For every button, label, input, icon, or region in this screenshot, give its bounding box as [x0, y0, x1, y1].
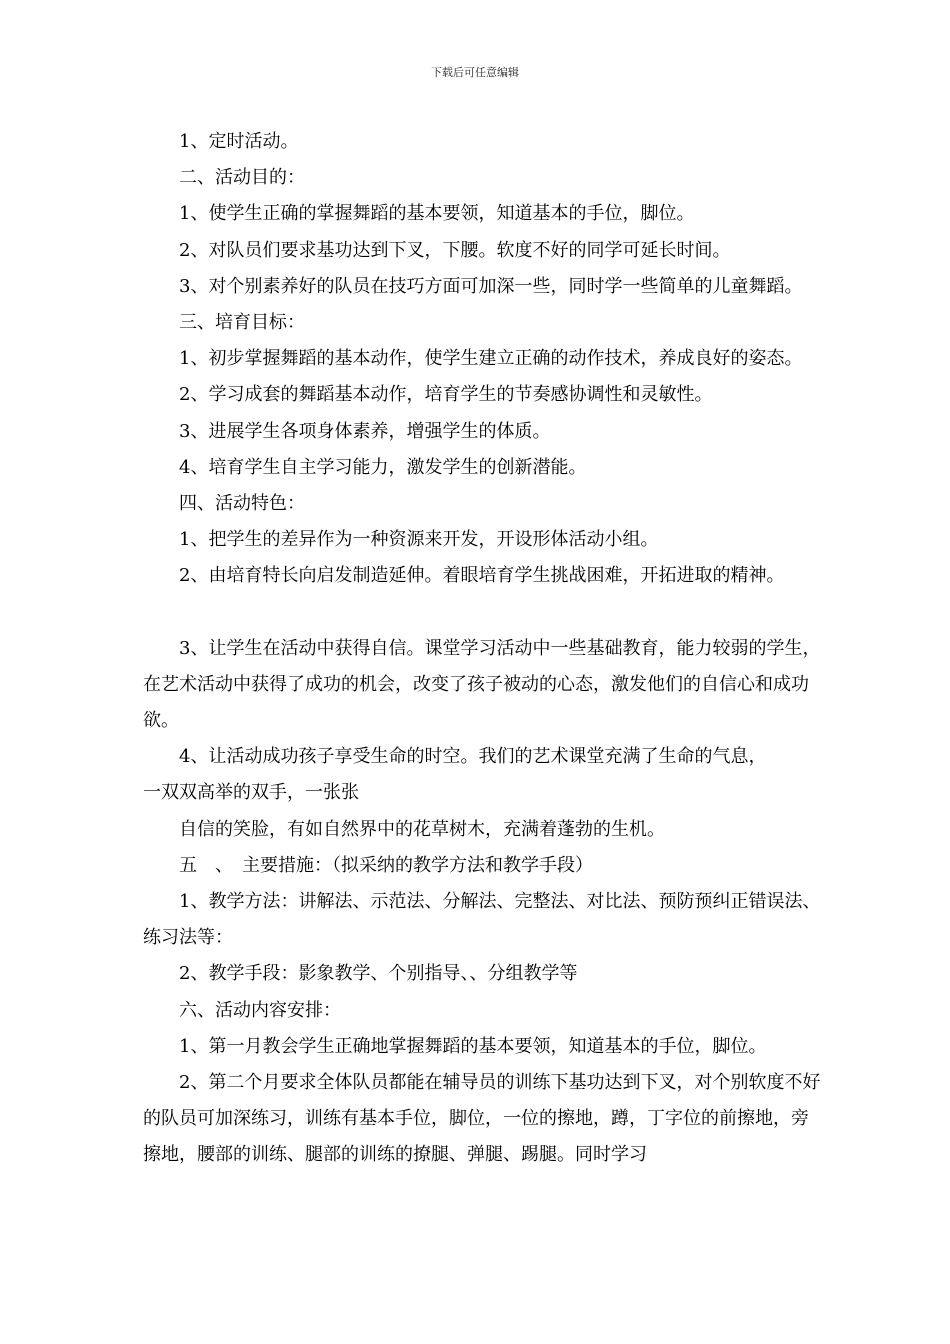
- paragraph-15: 4、让活动成功孩子享受生命的时空。我们的艺术课堂充满了生命的气息，: [179, 746, 767, 768]
- paragraph-20: 2、教学手段：影象教学、个别指导、、分组教学等: [179, 963, 578, 985]
- paragraph-10: 4、培育学生自主学习能力，激发学生的创新潜能。: [179, 456, 587, 478]
- page-header: 下载后可任意编辑: [431, 66, 519, 79]
- paragraph-13: 2、由培育特长向启发制造延伸。着眼培育学生挑战困难，开拓进取的精神。: [179, 565, 785, 587]
- paragraph-9: 3、进展学生各项身体素养，增强学生的体质。: [179, 420, 551, 442]
- paragraph-15-end: 自信的笑脸，有如自然界中的花草树木，充满着蓬勃的生机。: [179, 818, 665, 840]
- paragraph-14: 3、让学生在活动中获得自信。课堂学习活动中一些基础教育，能力较弱的学生，在艺术活动中获得了成功的机会，改变了孩子被动的心态，激发他们的自信心和成功欲。: [143, 637, 821, 732]
- paragraph-19: 1、教学方法：讲解法、示范法、分解法、完整法、对比法、预防预纠正错误法、练习法等：: [143, 891, 821, 949]
- section-heading-6: 六、活动内容安排：: [179, 999, 341, 1021]
- paragraph-1: 1、定时活动。: [179, 131, 299, 152]
- paragraph-8: 2、学习成套的舞蹈基本动作，培育学生的节奏感协调性和灵敏性。: [179, 384, 713, 406]
- paragraph-5: 3、对个别素养好的队员在技巧方面可加深一些，同时学一些简单的儿童舞蹈。: [179, 275, 803, 297]
- section-heading-4: 四、活动特色：: [179, 493, 305, 515]
- section-heading-2: 二、活动目的：: [179, 167, 305, 189]
- paragraph-7: 1、初步掌握舞蹈的基本动作，使学生建立正确的动作技术，养成良好的姿态。: [179, 348, 803, 370]
- paragraph-22: 1、第一月教会学生正确地掌握舞蹈的基本要领，知道基本的手位，脚位。: [179, 1035, 767, 1057]
- document-body: [143, 124, 823, 1174]
- paragraph-15-continued: 一双双高举的双手，一张张: [143, 782, 359, 804]
- section-heading-5: 五 、 主要措施：（拟采纳的教学方法和教学手段）: [179, 854, 593, 876]
- paragraph-4: 2、对队员们要求基功达到下叉，下腰。软度不好的同学可延长时间。: [179, 239, 731, 261]
- paragraph-23: 2、第二个月要求全体队员都能在辅导员的训练下基功达到下叉，对个别软度不好的队员可加深练习，训练有基本手位，脚位，一位的擦地，蹲，丁字位的前擦地，旁擦地，腰部的训练、腿部的训练的撩腿、弹腿、踢腿。同时学习: [143, 1072, 821, 1166]
- paragraph-3: 1、使学生正确的掌握舞蹈的基本要领，知道基本的手位，脚位。: [179, 203, 695, 225]
- paragraph-12: 1、把学生的差异作为一种资源来开发，开设形体活动小组。: [179, 529, 659, 551]
- section-heading-3: 三、培育目标：: [179, 312, 305, 334]
